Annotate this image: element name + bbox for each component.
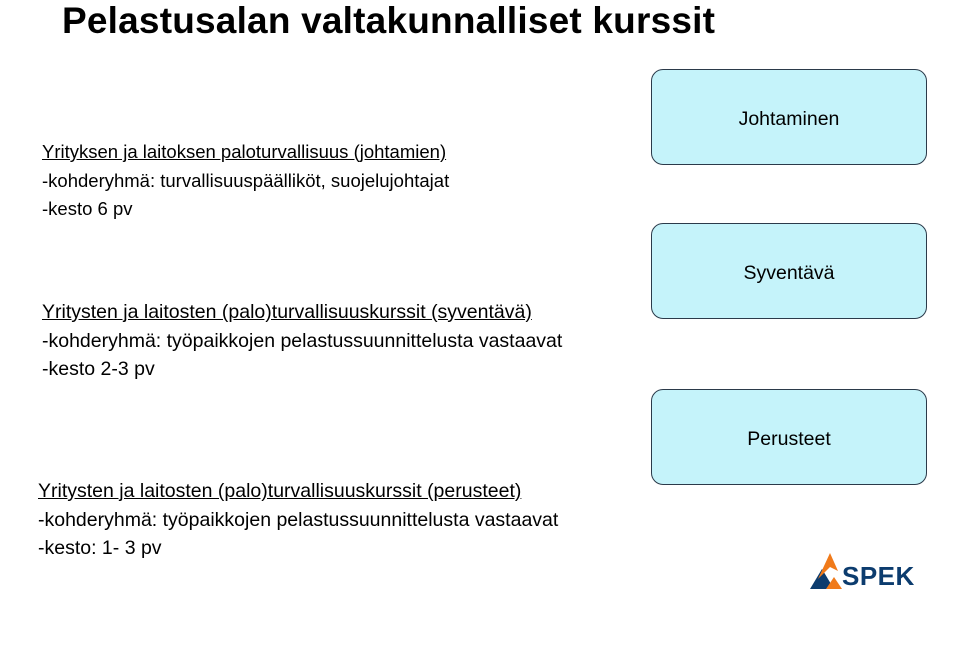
course-syventava bbox=[42, 298, 562, 384]
course-target-group: -kohderyhmä: työpaikkojen pelastussuunnittelusta vastaavat bbox=[42, 329, 563, 352]
course-duration: -kesto 2-3 pv bbox=[42, 358, 155, 380]
level-box-perusteet bbox=[651, 389, 927, 485]
course-name: Yritysten ja laitosten (palo)turvallisuuskurssit (perusteet) bbox=[38, 480, 522, 502]
course-target-group: -kohderyhmä: turvallisuuspäälliköt, suojelujohtajat bbox=[42, 169, 450, 191]
level-box-syventava bbox=[651, 223, 927, 319]
level-box-johtaminen bbox=[651, 69, 927, 165]
course-duration: -kesto: 1- 3 pv bbox=[38, 537, 162, 559]
course-duration: -kesto 6 pv bbox=[42, 198, 133, 219]
level-label: Syventävä bbox=[743, 262, 835, 284]
course-perusteet bbox=[38, 477, 558, 563]
level-label: Perusteet bbox=[747, 428, 831, 450]
course-johtaminen bbox=[42, 138, 449, 224]
page-title: Pelastusalan valtakunnalliset kurssit bbox=[62, 0, 716, 41]
level-label: Johtaminen bbox=[738, 108, 840, 130]
course-name: Yritysten ja laitosten (palo)turvallisuuskurssit (syventävä) bbox=[42, 301, 532, 323]
course-name: Yrityksen ja laitoksen paloturvallisuus (johtamien) bbox=[42, 141, 447, 162]
course-target-group: -kohderyhmä: työpaikkojen pelastussuunnittelusta vastaavat bbox=[38, 508, 559, 531]
spek-logo-text: SPEK bbox=[842, 561, 915, 591]
